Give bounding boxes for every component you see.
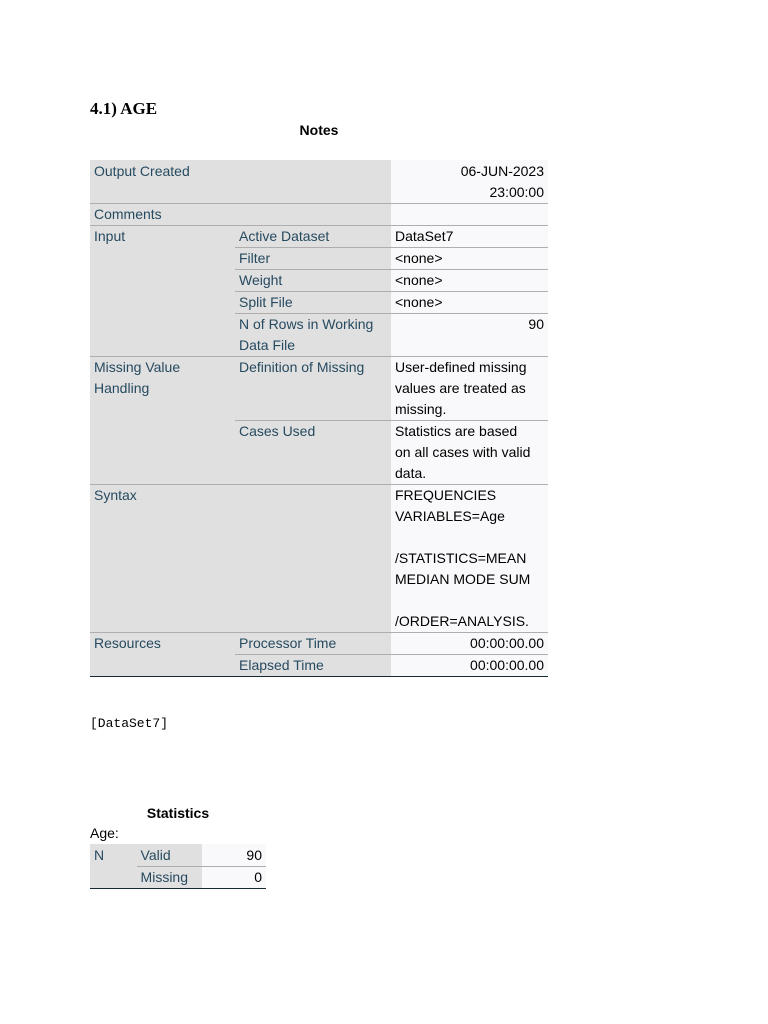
sub-label: Missing (137, 867, 202, 889)
table-row (90, 844, 266, 867)
sub-label: Weight (235, 270, 391, 292)
sub-label: Definition of Missing (235, 357, 391, 421)
sub-label: Filter (235, 248, 391, 270)
table-row (90, 485, 548, 633)
row-label: Comments (90, 204, 235, 226)
cell-value: 90 (202, 844, 266, 867)
comments-value (391, 204, 548, 226)
sub-label: Valid (137, 844, 202, 867)
section-heading: 4.1) AGE (90, 99, 158, 118)
sub-label: Processor Time (235, 633, 391, 655)
cell-value: 0 (202, 867, 266, 889)
cell-value: DataSet7 (391, 226, 548, 248)
cell-value: User-defined missing values are treated as missing. (391, 357, 548, 421)
cell-value: <none> (391, 270, 548, 292)
sub-label: Cases Used (235, 421, 391, 485)
output-created-value: 06-JUN-2023 23:00:00 (391, 160, 548, 204)
syntax-value: FREQUENCIES VARIABLES=Age /STATISTICS=MEAN MEDIAN MODE SUM /ORDER=ANALYSIS. (391, 485, 548, 633)
row-label: Resources (90, 633, 235, 677)
statistics-subtitle: Age: (90, 825, 119, 841)
table-row (90, 160, 548, 204)
table-row (90, 633, 548, 655)
sub-label: Split File (235, 292, 391, 314)
cell-value: <none> (391, 248, 548, 270)
cell-value: Statistics are based on all cases with valid data. (391, 421, 548, 485)
cell-value: 00:00:00.00 (391, 655, 548, 677)
row-label: Input (90, 226, 235, 357)
sub-label: N of Rows in Working Data File (235, 314, 391, 357)
statistics-title: Statistics (146, 805, 210, 821)
row-label: Output Created (90, 160, 235, 204)
table-row (90, 204, 548, 226)
table-row (90, 357, 548, 421)
cell-value: <none> (391, 292, 548, 314)
sub-label: Elapsed Time (235, 655, 391, 677)
notes-title: Notes (299, 122, 339, 138)
row-label: Missing Value Handling (90, 357, 235, 485)
dataset-label: [DataSet7] (90, 716, 169, 731)
row-label: N (90, 844, 137, 889)
notes-table (90, 160, 548, 677)
table-row (90, 226, 548, 248)
cell-value: 90 (391, 314, 548, 357)
sub-label: Active Dataset (235, 226, 391, 248)
cell-value: 00:00:00.00 (391, 633, 548, 655)
row-label: Syntax (90, 485, 235, 633)
statistics-table (90, 844, 266, 889)
